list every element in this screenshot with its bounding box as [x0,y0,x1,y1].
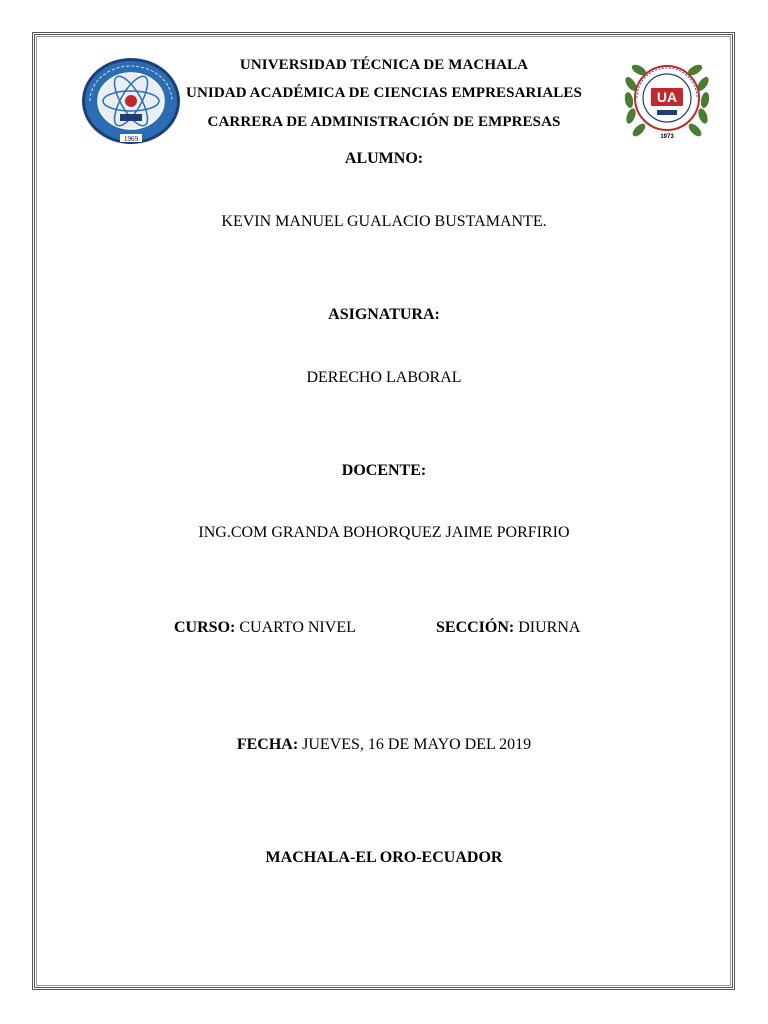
seccion-line [436,619,580,637]
seccion-value: DIURNA [518,619,581,636]
curso-value: CUARTO NIVEL [239,619,356,636]
docente-value: ING.COM GRANDA BOHORQUEZ JAIME PORFIRIO [198,524,570,541]
curso-label: CURSO: [174,619,236,636]
career-name: CARRERA DE ADMINISTRACIÓN DE EMPRESAS [207,114,561,130]
ua-year-text: 1973 [660,134,674,140]
location-text: MACHALA-EL ORO-ECUADOR [265,849,503,866]
asignatura-value: DERECHO LABORAL [306,369,462,386]
curso-line [174,619,356,637]
page-border [32,32,735,990]
asignatura-label: ASIGNATURA: [328,306,440,323]
seccion-label: SECCIÓN: [436,619,515,636]
fecha-value: JUEVES, 16 DE MAYO DEL 2019 [302,736,532,753]
alumno-value: KEVIN MANUEL GUALACIO BUSTAMANTE. [221,213,547,230]
ua-mark-text: UA [656,89,678,105]
alumno-label: ALUMNO: [344,150,424,167]
utmach-year-text: 1969 [124,135,138,143]
fecha-line [0,736,768,754]
fecha-label: FECHA: [236,736,299,753]
academic-unit: UNIDAD ACADÉMICA DE CIENCIAS EMPRESARIALES [186,85,582,101]
university-name: UNIVERSIDAD TÉCNICA DE MACHALA [239,57,529,73]
docente-label: DOCENTE: [341,462,427,479]
